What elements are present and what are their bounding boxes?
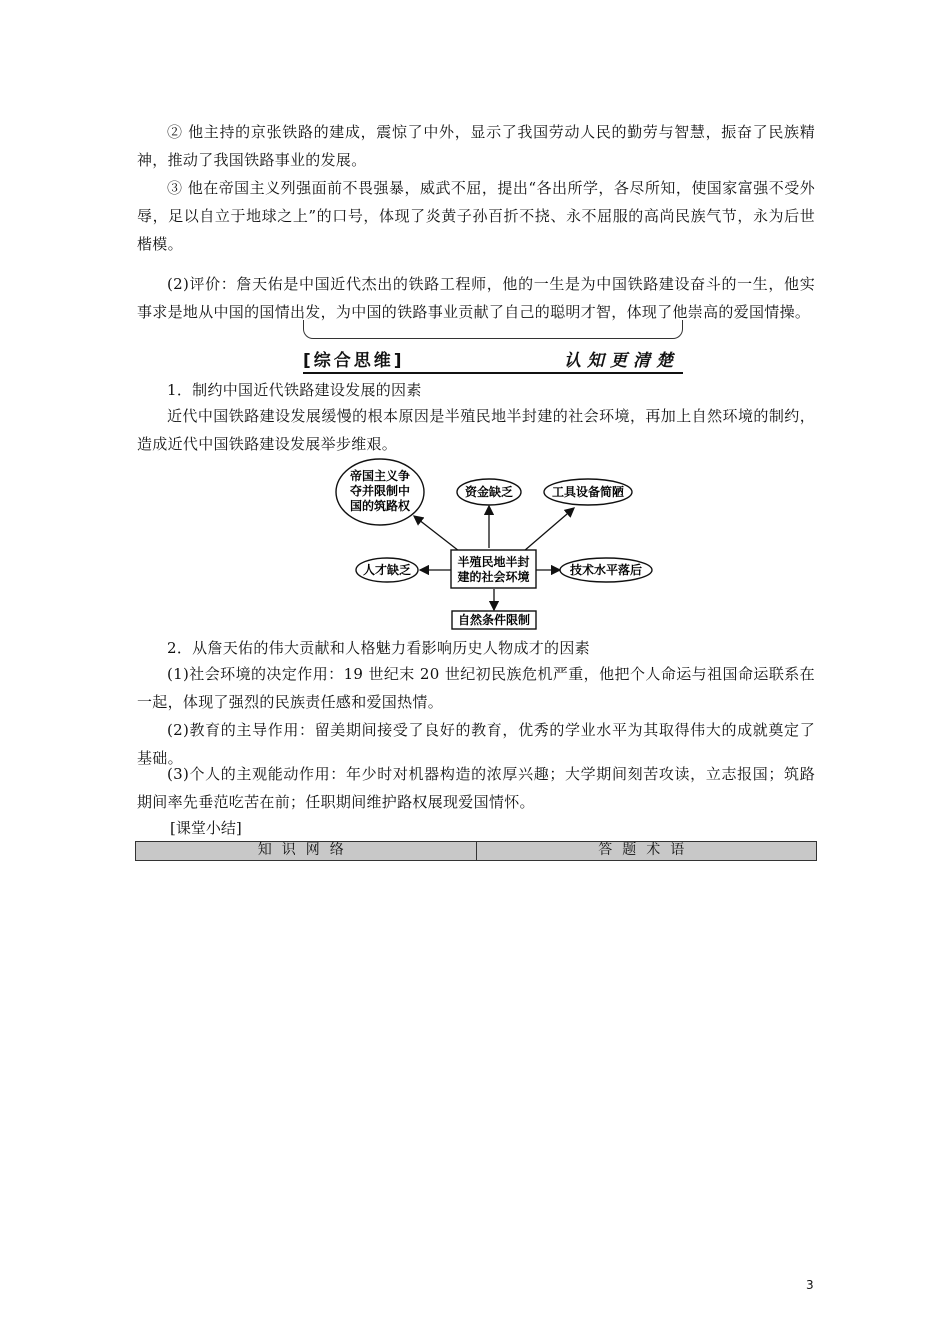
section-title-right: 认知更清楚 xyxy=(564,351,679,371)
paragraph-contribution-2: ② 他主持的京张铁路的建成，震惊了中外，显示了我国劳动人民的勤劳与智慧，振奋了民族精神，推动了我国铁路事业的发展。 xyxy=(137,123,815,169)
tools-text: 工具设备简陋 xyxy=(551,485,625,499)
center-line-1: 半殖民地半封 xyxy=(457,555,530,569)
arrow-imperialism xyxy=(414,516,459,551)
point1-title: 1．制约中国近代铁路建设发展的因素 xyxy=(167,381,422,399)
imperialism-line-3: 国的筑路权 xyxy=(349,499,411,513)
nature-text: 自然条件限制 xyxy=(457,613,531,627)
summary-col-terms: 答题术语 xyxy=(476,842,817,860)
page-number: 3 xyxy=(806,1278,814,1292)
section-header xyxy=(303,344,683,374)
tech-text: 技术水平落后 xyxy=(569,563,643,577)
talent-text: 人才缺乏 xyxy=(362,563,412,577)
summary-table xyxy=(135,841,817,861)
arrow-tools xyxy=(524,508,574,551)
paragraph-evaluation: (2)评价：詹天佑是中国近代杰出的铁路工程师，他的一生是为中国铁路建设奋斗的一生，他实事求是地从中国的国情出发，为中国的铁路事业贡献了自己的聪明才智，体现了他崇高的爱国情操。 xyxy=(137,275,815,321)
summary-label: [课堂小结] xyxy=(170,819,242,837)
point2-item-3: (3)个人的主观能动作用：年少时对机器构造的浓厚兴趣；大学期间刻苦攻读，立志报国；筑路期间率先垂范吃苦在前；任职期间维护路权展现爱国情怀。 xyxy=(137,765,815,811)
factor-diagram xyxy=(334,456,664,632)
funds-text: 资金缺乏 xyxy=(464,485,514,499)
point1-body: 近代中国铁路建设发展缓慢的根本原因是半殖民地半封建的社会环境，再加上自然环境的制约，造成近代中国铁路建设发展举步维艰。 xyxy=(137,407,815,453)
section-bracket xyxy=(303,320,683,339)
imperialism-line-1: 帝国主义争 xyxy=(349,469,411,483)
paragraph-contribution-3: ③ 他在帝国主义列强面前不畏强暴，威武不屈，提出“各出所学，各尽所知，使国家富强不受外辱，足以自立于地球之上”的口号，体现了炎黄子孙百折不挠、永不屈服的高尚民族气节，永为后世楷模。 xyxy=(137,179,815,253)
point2-item-1: (1)社会环境的决定作用：19 世纪末 20 世纪初民族危机严重，他把个人命运与祖国命运联系在一起，体现了强烈的民族责任感和爱国热情。 xyxy=(137,665,815,711)
summary-col-knowledge: 知识网络 xyxy=(257,842,354,858)
center-line-2: 建的社会环境 xyxy=(457,570,530,584)
point2-title: 2．从詹天佑的伟大贡献和人格魅力看影响历史人物成才的因素 xyxy=(167,639,590,657)
section-title-left: [综合思维] xyxy=(303,351,405,371)
imperialism-line-2: 夺并限制中 xyxy=(349,484,411,498)
point2-item-2: (2)教育的主导作用：留美期间接受了良好的教育，优秀的学业水平为其取得伟大的成就奠定了基础。 xyxy=(137,721,815,767)
